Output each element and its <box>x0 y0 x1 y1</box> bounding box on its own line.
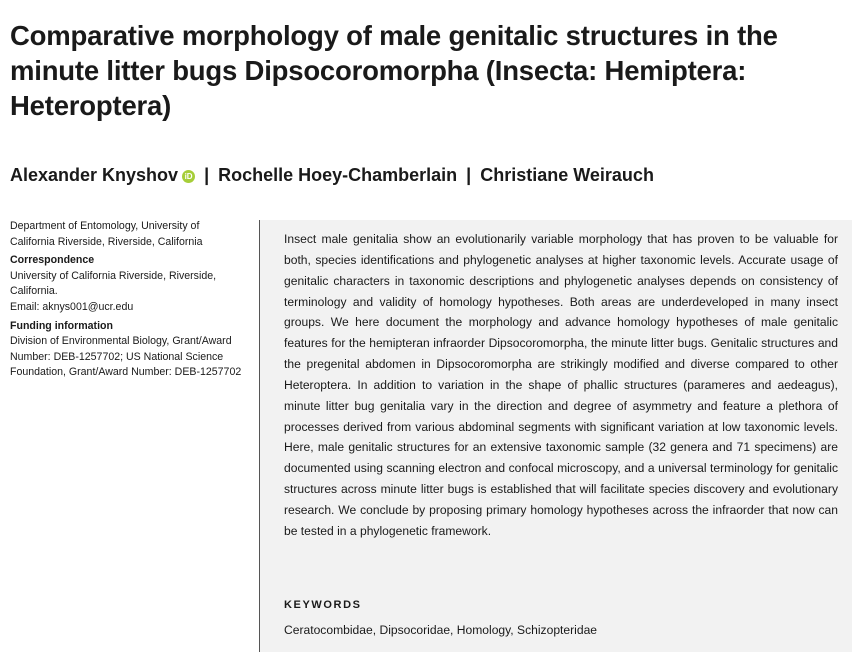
author-name[interactable]: Alexander Knyshov <box>10 165 179 185</box>
correspondence-address: University of California Riverside, Riverside, California. <box>10 269 217 298</box>
author-list <box>10 162 850 188</box>
correspondence-email[interactable]: Email: aknys001@ucr.edu <box>10 300 134 313</box>
funding-text: Division of Environmental Biology, Grant/Award Number: DEB-1257702; US National Science Foundation, Grant/Award Number: DEB-1257702 <box>10 335 242 379</box>
author-name[interactable]: Rochelle Hoey-Chamberlain <box>218 165 458 185</box>
keywords-heading: KEYWORDS <box>284 599 362 611</box>
article-title: Comparative morphology of male genitalic structures in the minute litter bugs Dipsocoromorpha (Insecta: Hemiptera: Heteroptera) <box>10 20 778 121</box>
author-separator: | <box>204 165 210 185</box>
article-sidebar <box>10 219 245 381</box>
abstract-panel <box>259 220 852 652</box>
affiliation: Department of Entomology, University of California Riverside, Riverside, California <box>10 220 203 248</box>
author-name[interactable]: Christiane Weirauch <box>480 165 654 185</box>
orcid-icon[interactable]: iD <box>182 170 195 183</box>
author-separator: | <box>466 165 472 185</box>
abstract-text: Insect male genitalia show an evolutionarily variable morphology that has proven to be valuable for both, species identifications and phylogenetic analyses at higher taxonomic levels. Accurate usage of genitalic characters in taxonomic descriptions and phylogenetic analyses depends on consistency of terminology and validity of homology hypotheses. Both areas are underdeveloped in many insect groups. We here document the morphology and advance homology hypotheses of male genitalic features for the hemipteran infraorder Dipsocoromorpha, the minute litter bugs. Genitalic structures and the pregenital abdomen in Dipsocoromorpha are strikingly modified and diverse compared to other Heteroptera. In addition to variation in the shape of phallic structures (parameres and aedeagus), minute litter bug genitalia vary in the direction and degree of asymmetry and feature a plethora of processes derived from various abdominal segments with significant variation at low taxonomic levels. Here, male genitalic structures for an extensive taxonomic sample (32 genera and 71 specimens) are documented using scanning electron and confocal microscopy, and a universal terminology for genitalic structures across minute litter bugs is established that will facilitate species discovery and evolutionary research. We conclude by proposing primary homology hypotheses across the infraorder that now can be tested in a phylogenetic framework. <box>284 232 838 538</box>
keywords-list: Ceratocombidae, Dipsocoridae, Homology, Schizopteridae <box>284 623 598 637</box>
funding-heading: Funding information <box>10 319 113 332</box>
correspondence-heading: Correspondence <box>10 254 95 267</box>
